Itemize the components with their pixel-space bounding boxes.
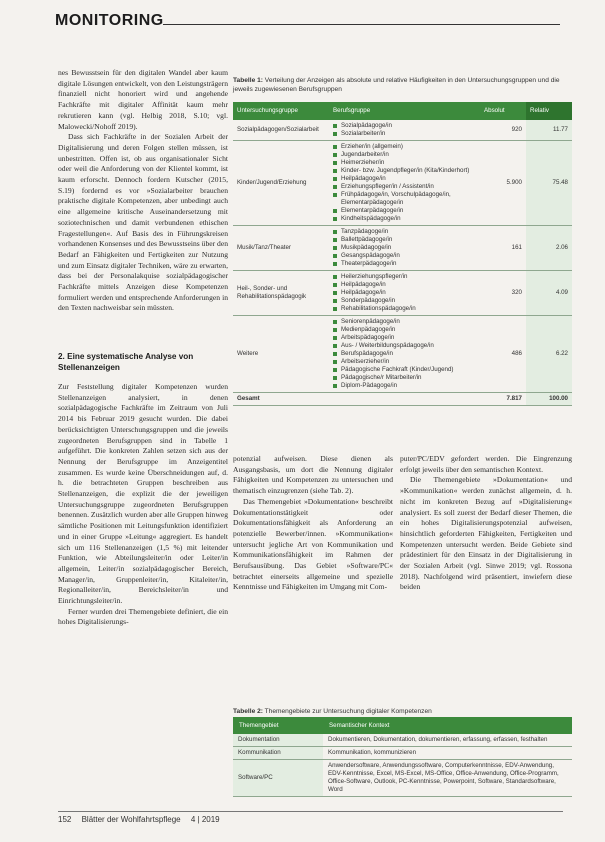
topic-table [233, 717, 572, 797]
group-cell: Heil-, Sonder- und Rehabilitationspädagogik [233, 271, 329, 316]
col-header-relative: Relativ [526, 102, 572, 120]
table-row [233, 316, 572, 393]
relative-cell: 11.77 [526, 120, 572, 141]
col-header-group: Untersuchungsgruppe [233, 102, 329, 120]
absolute-cell: 486 [480, 316, 526, 393]
list-item: Heilpädagoge/in [333, 175, 476, 183]
table-row [233, 760, 572, 797]
page-number: 152 [58, 815, 72, 824]
section-heading: 2. Eine systematische Analyse von Stellenanzeigen [58, 352, 194, 372]
profession-cell [329, 120, 480, 141]
profession-cell [329, 226, 480, 271]
list-item: Heilpädagoge/in [333, 289, 476, 297]
list-item: Seniorenpädagoge/in [333, 318, 476, 326]
issue-info: 4 | 2019 [190, 815, 220, 824]
list-item: Diplom-Pädagoge/in [333, 382, 476, 390]
list-item: Erziehungspfleger/in / Assistent/in [333, 183, 476, 191]
list-item: Jugendarbeiter/in [333, 151, 476, 159]
list-item: Kindheitspädagoge/in [333, 215, 476, 223]
table-header-row [233, 717, 572, 734]
relative-cell: 2.06 [526, 226, 572, 271]
topic-cell: Dokumentation [233, 734, 323, 747]
text-column-left-lower [58, 382, 228, 628]
relative-cell: 6.22 [526, 316, 572, 393]
table2-caption-text: Themengebiete zur Untersuchung digitaler Kompetenzen [264, 708, 432, 715]
list-item: Kinder- bzw. Jugendpfleger/in (Kita/Kinderhort) [333, 167, 476, 175]
list-item: Tanzpädagoge/in [333, 228, 476, 236]
distribution-table [233, 102, 572, 406]
list-item: Pädagogische/r Mitarbeiter/in [333, 374, 476, 382]
relative-cell: 75.48 [526, 141, 572, 226]
context-cell: Anwendersoftware, Anwendungssoftware, Computerkenntnisse, EDV-Anwendung, EDV-Kenntnisse, Excel, MS-Excel, MS-Office, Office-Anwendung, Office-Programm, Office-Software, Outlook, PC-Kenntnisse, Powerpoint, Software, Standardsoftware, Word [323, 760, 572, 797]
list-item: Rehabilitationspädagoge/in [333, 305, 476, 313]
profession-cell [329, 316, 480, 393]
table-sum-row [233, 393, 572, 406]
paragraph: potenzial aufweisen. Diese dienen als Ausgangsbasis, um dort die Nennung digitaler Fähigkeiten und Kompetenzen zu untersuchen und thematisch einzugrenzen (siehe Tab. 2). [233, 454, 393, 496]
paragraph: Das Themengebiet »Dokumentation« beschreibt Dokumentationstätigkeit oder Dokumentationsfähigkeit als Anforderung an potenzielle Bewerber/innen. »Kommunikation« untersucht jegliche Art von Kommunikation und Kommunikationsfähigkeit im Rahmen der Berufsausübung. Das Gebiet »Software/PC« betrachtet einerseits allgemeine und spezielle Kenntnisse und Fähigkeiten im Umgang mit Com- [233, 496, 393, 592]
profession-cell [329, 271, 480, 316]
absolute-cell: 5.900 [480, 141, 526, 226]
list-item: Musikpädagoge/in [333, 244, 476, 252]
group-cell: Weitere [233, 316, 329, 393]
absolute-cell: 161 [480, 226, 526, 271]
table-header-row [233, 102, 572, 120]
sum-label: Gesamt [233, 393, 329, 406]
text-column-left [58, 68, 228, 314]
table-row [233, 271, 572, 316]
footer-rule [58, 811, 563, 812]
group-cell: Sozialpädagogen/Sozialarbeit [233, 120, 329, 141]
text-column-right [400, 454, 572, 593]
list-item: Arbeitspädagoge/in [333, 334, 476, 342]
sum-absolute: 7.817 [480, 393, 526, 406]
col-header-topic: Themengebiet [233, 717, 323, 734]
list-item: Arbeitserzieher/in [333, 358, 476, 366]
context-cell: Kommunikation, kommunizieren [323, 747, 572, 760]
list-item: Pädagogische Fachkraft (Kinder/Jugend) [333, 366, 476, 374]
profession-cell [329, 141, 480, 226]
list-item: Elementarpädagoge/in [333, 207, 476, 215]
list-item: Heilpädagoge/in [333, 281, 476, 289]
list-item: Aus- / Weiterbildungspädagoge/in [333, 342, 476, 350]
list-item: Sozialarbeiter/in [333, 130, 476, 138]
list-item: Heimerzieher/in [333, 159, 476, 167]
list-item: Medienpädagoge/in [333, 326, 476, 334]
context-cell: Dokumentieren, Dokumentation, dokumentieren, erfassung, erfassen, festhalten [323, 734, 572, 747]
table-row [233, 226, 572, 271]
topic-cell: Software/PC [233, 760, 323, 797]
table1-caption [233, 76, 572, 94]
paragraph: nes Bewusstsein für den digitalen Wandel aber kaum digitale Lösungen entwickelt, von den Leistungsträgern finanziell nicht honoriert wird und angehende Fachkräfte mit digitaler Affinität kaum mehr rekrutieren kann (vgl. Helbig 2018, S.10; vgl. Malowecki/Nohoff 2019). [58, 68, 228, 131]
table-row [233, 747, 572, 760]
col-header-context: Semantischer Kontext [323, 717, 572, 734]
sum-empty-cell [329, 393, 480, 406]
list-item: Gesangspädagoge/in [333, 252, 476, 260]
paragraph: Ferner wurden drei Themengebiete definiert, die ein hohes Digitalisierungs- [58, 606, 228, 627]
paragraph: Zur Feststellung digitaler Kompetenzen wurden Stellenanzeigen analysiert, in denen sozialpädagogische Fachkräfte im Zeitraum von Juli 2014 bis Februar 2019 gesucht wurden. Die dabei berücksichtigten Unterschungsgruppen und die jeweils zugeordneten Berufsgruppen sind in Tabelle 1 aufgeführt. Die konkreten Zahlen setzen sich aus der Nennung der Berufsgruppe im Anzeigentitel zusammen. Es wurde keine Überschneidungen auf, d. h. die betrachteten Gruppen beschreiben aus Stellenanzeigen, die explizit die der jeweiligen Untersuchungsgruppe zugeordneten Berufsgruppen benennen. Zusätzlich wurden aber alle Gruppen hinweg sämtliche Positionen mit Leitungsfunktion identifiziert und in einer Gruppe »Leitung« aggregiert. Es handelt sich um 116 Stellenanzeigen (1,5 %) mit leitender Funktion, wie Abteilungsleiter/in oder Leiter/in allgemein, Leiter/in sozialpädagogischer Bereich, Manager/in, Gruppenleiter/in, Kitaleiter/in, Regionalleiter/in, Bereichsleiter/in und Einrichtungsleiter/in. [58, 382, 228, 606]
page-footer [58, 815, 563, 824]
relative-cell: 4.09 [526, 271, 572, 316]
paragraph: puter/PC/EDV gefordert werden. Die Eingrenzung erfolgt jeweils über den semantischen Kontext. [400, 454, 572, 474]
paragraph: Die Themengebiete »Dokumentation« und »Kommunikation« werden zunächst allgemein, d. h. nicht im konkreten Bezug auf »Digitalisierung« analysiert. Es soll zuerst der Bedarf dieser Themen, die ein hohes Digitalisierungspotenzial aufweisen, hinsichtlich geforderten Fähigkeiten, Fertigkeiten und Kompetenzen untersucht werden. Beide Gebiete sind prädestiniert für den Einsatz in der Digitalisierung in der Sozialen Arbeit (vgl. Sinwe 2019; vgl. Rossona 2018). Nachfolgend wird präsentiert, inwiefern diese beiden [400, 475, 572, 592]
list-item: Berufspädagoge/in [333, 350, 476, 358]
absolute-cell: 920 [480, 120, 526, 141]
journal-name: Blätter der Wohlfahrtspflege [81, 815, 181, 824]
table-row [233, 120, 572, 141]
list-item: Frühpädagoge/in, Vorschulpädagoge/in, Elementarpädagoge/in [333, 191, 476, 207]
list-item: Sonderpädagoge/in [333, 297, 476, 305]
paragraph: Dass sich Fachkräfte in der Sozialen Arbeit der Digitalisierung und deren Folgen stellen müssen, ist unbestritten. Offen ist, ob aus organisationaler Sicht oder weil die Anforderung von der Klientel kommt, ist kaum erforscht. Dennoch fordern Kutscher (2015, S.19) fordernd es vor »Sozialarbeiter brauchen praktische digitale Kompetenzen, aber unbedingt auch eine allgemeine kritische Auseinandersetzung mit soziotechnischen und damit verbundenen ethischen Fragestellungen«. Auf Basis des in Führungskreisen vorhandenen Konsenses und des Bewusstseins über den Bedarf an Fähigkeiten und Fertigkeiten zur Nutzung und zum Einsatz digitaler Techniken, wäre zu erwarten, dass bei der Personalakquise sozialpädagogischer Fachkräfte mittels Anzeigen diese Kompetenzen formuliert werden und entsprechende Anforderungen in den Texten nachweisbar sein müssten. [58, 132, 228, 313]
absolute-cell: 320 [480, 271, 526, 316]
topic-cell: Kommunikation [233, 747, 323, 760]
list-item: Erzieher/in (allgemein) [333, 143, 476, 151]
col-header-absolute: Absolut [480, 102, 526, 120]
group-cell: Kinder/Jugend/Erziehung [233, 141, 329, 226]
list-item: Ballettpädagoge/in [333, 236, 476, 244]
text-column-middle [233, 454, 393, 593]
list-item: Heilerziehungspfleger/in [333, 273, 476, 281]
col-header-profession: Berufsgruppe [329, 102, 480, 120]
table2-caption [233, 707, 572, 716]
table-row [233, 141, 572, 226]
list-item: Sozialpädagoge/in [333, 122, 476, 130]
table1-caption-label: Tabelle 1: [233, 77, 263, 84]
group-cell: Musik/Tanz/Theater [233, 226, 329, 271]
list-item: Theaterpädagoge/in [333, 260, 476, 268]
table2-caption-label: Tabelle 2: [233, 708, 263, 715]
sum-relative: 100.00 [526, 393, 572, 406]
section-title: MONITORING [55, 12, 164, 29]
table-row [233, 734, 572, 747]
page-header [55, 12, 560, 34]
header-rule [163, 24, 560, 25]
table1-caption-text: Verteilung der Anzeigen als absolute und relative Häufigkeiten in den Untersuchungsgruppen und die jeweils zugewiesenen Berufsgruppen [233, 77, 560, 93]
